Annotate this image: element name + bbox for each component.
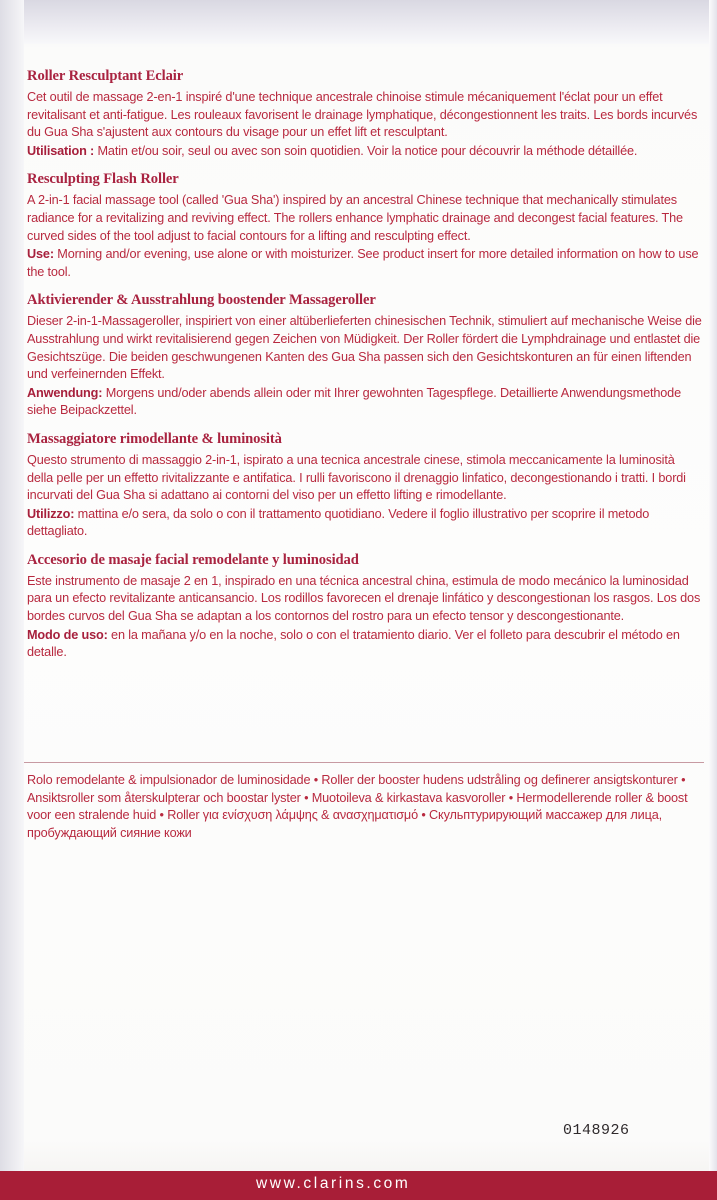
usage-label: Utilizzo: — [27, 506, 75, 521]
section-title: Resculpting Flash Roller — [27, 171, 179, 188]
usage-label: Use: — [27, 247, 54, 262]
product-descriptions — [27, 68, 703, 673]
section-body: Questo strumento di massaggio 2-in-1, ispirato a una tecnica ancestrale cinese, stimola meccanicamente la luminosità della pelle per un effetto rivitalizzante e antifatica. I rulli favoriscono il drenaggio linfatico, decongestionando i tratti. I bordi incurvati del Gua Sha si adattano ai contorni del viso per un effetto lifting e rimodellante. — [27, 452, 686, 503]
usage-text: Morgens und/oder abends allein oder mit Ihrer gewohnten Tagespflege. Detaillierte Anwendungsmethode siehe Beipackzettel. — [27, 385, 681, 418]
usage-text: mattina e/o sera, da solo o con il trattamento quotidiano. Vedere il foglio illustrativo per scoprire il metodo dettagliato. — [27, 506, 650, 539]
product-code: 0148926 — [563, 1122, 630, 1139]
section-divider — [24, 762, 704, 763]
section-italian — [27, 431, 703, 541]
section-body: A 2-in-1 facial massage tool (called 'Gua Sha') inspired by an ancestral Chinese technique that mechanically stimulates radiance for a revitalizing and reviving effect. The rollers enhance lymphatic drainage and decongest facial features. The curved sides of the tool adjust to facial contours for a lifting and resculpting effect. — [27, 193, 683, 243]
section-title: Aktivierender & Ausstrahlung boostender Massageroller — [27, 292, 376, 309]
box-top-flap — [0, 0, 717, 44]
usage-label: Modo de uso: — [27, 627, 108, 642]
section-usage — [27, 246, 703, 281]
section-spanish — [27, 552, 703, 662]
usage-label: Anwendung: — [27, 385, 103, 400]
box-left-edge — [0, 0, 24, 1200]
section-german — [27, 292, 703, 420]
other-languages-names: Rolo remodelante & impulsionador de luminosidade • Roller der booster hudens udstråling og definerer ansigtskonturer • Ansiktsroller som återskulpterar och boostar lyster • Muotoileva & kirkastava kasvoroller • Hermodellerende roller & boost voor een stralende huid • Roller για ενίσχυση λάμψης & ανασχηματισμό • Скульптурирующий массажер для лица, пробуждающий сияние кожи — [27, 773, 688, 840]
section-title: Accesorio de masaje facial remodelante y luminosidad — [27, 551, 359, 568]
section-title: Massaggiatore rimodellante & luminosità — [27, 430, 282, 447]
section-usage — [27, 627, 703, 662]
section-body: Dieser 2-in-1-Massageroller, inspiriert von einer altüberlieferten chinesischen Technik, stimuliert auf mechanische Weise die Ausstrahlung und wirkt revitalisierend gegen Zeichen von Müdigkeit. Der Roller fördert die Lymphdrainage und entlastet die Gesichtszüge. Die beiden geschwungenen Kanten des Gua Sha passen sich den Gesichtskonturen an für einen liftenden und verfeinernden Effekt. — [27, 314, 702, 382]
usage-text: Morning and/or evening, use alone or with moisturizer. See product insert for more detailed information on how to use the tool. — [27, 247, 699, 279]
usage-text: Matin et/ou soir, seul ou avec son soin quotidien. Voir la notice pour découvrir la méthode détaillée. — [94, 143, 638, 158]
section-french — [27, 68, 703, 160]
section-body: Cet outil de massage 2-en-1 inspiré d'une technique ancestrale chinoise stimule mécaniquement l'éclat pour un effet revitalisant et anti-fatigue. Les rouleaux favorisent le drainage lymphatique, décongestionnent les traits. Les bords incurvés du Gua Sha s'ajustent aux contours du visage pour un effet lift et resculptant. — [27, 90, 698, 140]
website-url: www.clarins.com — [256, 1175, 411, 1192]
section-usage — [27, 506, 703, 541]
section-title: Roller Resculptant Eclair — [27, 68, 184, 84]
box-right-edge — [709, 0, 717, 1200]
section-body: Este instrumento de masaje 2 en 1, inspirado en una técnica ancestral china, estimula de modo mecánico la luminosidad para un efecto revitalizante anticansancio. Los rodillos favorecen el drenaje linfático y descongestionan los rasgos. Los dos bordes curvos del Gua Sha se adaptan a los contornos del rostro para un efecto tensor y descongestionante. — [27, 573, 701, 624]
section-usage — [27, 143, 703, 161]
usage-text: en la mañana y/o en la noche, solo o con el tratamiento diario. Ver el folleto para descubrir el método en detalle. — [27, 627, 680, 660]
section-english — [27, 171, 703, 281]
section-usage — [27, 385, 703, 420]
usage-label: Utilisation : — [27, 143, 95, 158]
